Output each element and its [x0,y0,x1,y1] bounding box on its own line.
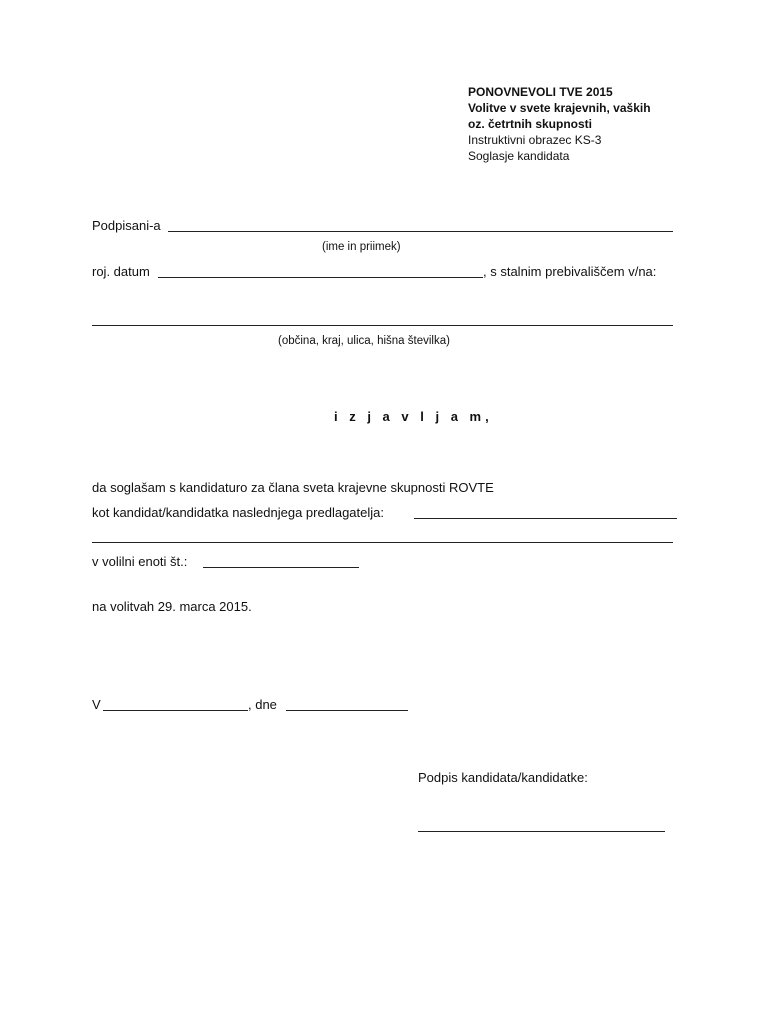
signee-label: Podpisani-a [92,218,161,233]
residence-label: , s stalnim prebivališčem v/na: [483,264,657,279]
birth-date-field-extension[interactable] [213,277,483,278]
election-subtitle-2: oz. četrtnih skupnosti [468,117,593,131]
form-name: Soglasje kandidata [468,149,570,163]
election-subtitle: Volitve v svete krajevnih, vaških [468,101,651,115]
address-hint: (občina, kraj, ulica, hišna številka) [278,335,450,347]
date-field[interactable] [286,710,408,711]
name-field[interactable] [168,231,673,232]
proposer-field-line-2[interactable] [92,542,673,543]
election-title: PONOVNEVOLI TVE 2015 [468,85,613,99]
date-label: , dne [248,697,277,712]
birth-date-field[interactable] [158,277,213,278]
birth-date-label: roj. datum [92,264,150,279]
proposer-label: kot kandidat/kandidatka naslednjega predlagatelja: [92,505,384,520]
consent-text: da soglašam s kandidaturo za člana sveta krajevne skupnosti ROVTE [92,480,494,495]
unit-field[interactable] [203,567,359,568]
election-date-text: na volitvah 29. marca 2015. [92,599,252,614]
place-field[interactable] [103,710,248,711]
unit-label: v volilni enoti št.: [92,554,188,569]
form-code: Instruktivni obrazec KS-3 [468,133,602,147]
declaration-heading: i z j a v l j a m, [334,409,493,424]
proposer-field[interactable] [414,518,677,519]
address-field[interactable] [92,325,673,326]
name-hint: (ime in priimek) [322,241,401,253]
signature-label: Podpis kandidata/kandidatke: [418,770,588,785]
place-label: V [92,697,101,712]
signature-field[interactable] [418,831,665,832]
